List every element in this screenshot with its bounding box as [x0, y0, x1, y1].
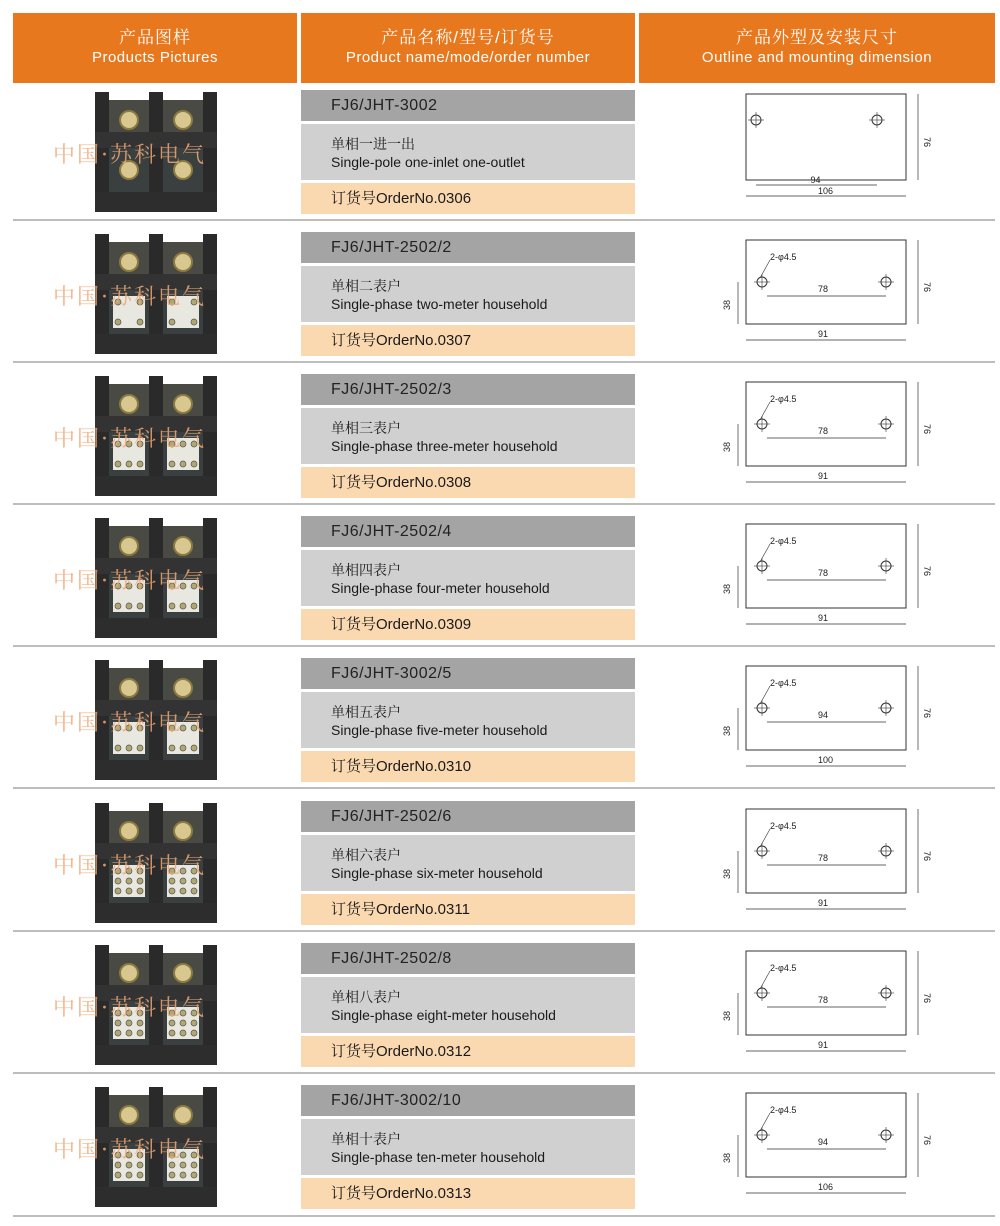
outline-dimension-drawing [703, 1083, 933, 1213]
order-number: 订货号OrderNo.0311 [301, 894, 635, 925]
order-number: 订货号OrderNo.0307 [301, 325, 635, 356]
product-description [301, 550, 635, 606]
product-name-cn: 单相二表户 [331, 278, 401, 294]
height-dimension-label: 76 [922, 424, 932, 435]
header-outline-dimension [639, 13, 995, 83]
width-dimension-label: 100 [818, 755, 834, 765]
product-description [301, 692, 635, 748]
width-dimension-label: 91 [818, 329, 829, 339]
model-number: FJ6/JHT-3002 [301, 90, 635, 121]
hole-spec-label: 2-φ4.5 [770, 252, 797, 262]
product-description [301, 835, 635, 891]
product-row [13, 797, 995, 939]
model-number: FJ6/JHT-2502/8 [301, 943, 635, 974]
product-row [13, 228, 995, 370]
product-name-en: Single-phase six-meter household [331, 865, 543, 881]
outline-dimension-drawing [703, 372, 933, 502]
offset-dimension-label: 38 [722, 868, 732, 879]
product-description [301, 266, 635, 322]
watermark-text: 中国·苏科电气 [53, 1138, 206, 1163]
height-dimension-label: 76 [922, 1135, 932, 1146]
watermark-text: 中国·苏科电气 [53, 996, 206, 1021]
row-divider [13, 361, 995, 363]
product-description [301, 408, 635, 464]
product-name-en: Single-pole one-inlet one-outlet [331, 154, 525, 170]
row-divider [13, 503, 995, 505]
product-name-cn: 单相三表户 [331, 420, 401, 436]
model-number: FJ6/JHT-2502/3 [301, 374, 635, 405]
product-description [301, 1119, 635, 1175]
product-row [13, 86, 995, 228]
header-col1-cn: 产品图样 [119, 28, 191, 47]
pitch-dimension-label: 78 [818, 995, 829, 1005]
pitch-dimension-label: 78 [818, 853, 829, 863]
product-name-cn: 单相十表户 [331, 1131, 401, 1147]
watermark-text: 中国·苏科电气 [53, 427, 206, 452]
model-number: FJ6/JHT-2502/4 [301, 516, 635, 547]
product-row [13, 370, 995, 512]
hole-spec-label: 2-φ4.5 [770, 536, 797, 546]
pitch-dimension-label: 78 [818, 426, 829, 436]
watermark-text: 中国·苏科电气 [53, 854, 206, 879]
hole-spec-label: 2-φ4.5 [770, 394, 797, 404]
outline-dimension [703, 372, 933, 502]
product-name-en: Single-phase eight-meter household [331, 1007, 556, 1023]
outline-dimension [703, 799, 933, 929]
width-dimension-label: 106 [818, 186, 834, 196]
product-name-cn: 单相四表户 [331, 562, 401, 578]
offset-dimension-label: 38 [722, 583, 732, 594]
product-name-en: Single-phase three-meter household [331, 438, 558, 454]
height-dimension-label: 76 [922, 137, 932, 148]
product-row [13, 1081, 995, 1223]
product-name-en: Single-phase five-meter household [331, 722, 548, 738]
product-row [13, 512, 995, 654]
height-dimension-label: 76 [922, 993, 932, 1004]
offset-dimension-label: 38 [722, 725, 732, 736]
width-dimension-label: 91 [818, 898, 829, 908]
offset-dimension-label: 38 [722, 1010, 732, 1021]
height-dimension-label: 76 [922, 566, 932, 577]
outline-dimension [703, 514, 933, 644]
product-row [13, 939, 995, 1081]
order-number: 订货号OrderNo.0313 [301, 1178, 635, 1209]
height-dimension-label: 76 [922, 708, 932, 719]
order-number: 订货号OrderNo.0312 [301, 1036, 635, 1067]
outline-dimension-drawing [703, 514, 933, 644]
product-name-en: Single-phase four-meter household [331, 580, 550, 596]
product-name-en: Single-phase two-meter household [331, 296, 548, 312]
offset-dimension-label: 38 [722, 1152, 732, 1163]
pitch-dimension-label: 78 [818, 284, 829, 294]
row-divider [13, 645, 995, 647]
pitch-dimension-label: 94 [810, 175, 821, 185]
hole-spec-label: 2-φ4.5 [770, 1105, 797, 1115]
model-number: FJ6/JHT-2502/2 [301, 232, 635, 263]
outline-dimension-drawing [703, 941, 933, 1071]
row-divider [13, 787, 995, 789]
header-col3-en: Outline and mounting dimension [701, 49, 933, 66]
header-product-name [301, 13, 635, 83]
outline-dimension [703, 88, 933, 218]
order-number: 订货号OrderNo.0308 [301, 467, 635, 498]
model-number: FJ6/JHT-2502/6 [301, 801, 635, 832]
model-number: FJ6/JHT-3002/5 [301, 658, 635, 689]
row-divider [13, 1072, 995, 1074]
product-name-cn: 单相六表户 [331, 847, 401, 863]
product-name-cn: 单相八表户 [331, 989, 401, 1005]
product-description [301, 977, 635, 1033]
pitch-dimension-label: 94 [818, 1137, 829, 1147]
width-dimension-label: 106 [818, 1182, 834, 1192]
pitch-dimension-label: 78 [818, 568, 829, 578]
order-number: 订货号OrderNo.0309 [301, 609, 635, 640]
header-products-pictures [13, 13, 297, 83]
hole-spec-label: 2-φ4.5 [770, 963, 797, 973]
header-col1-en: Products Pictures [91, 49, 219, 66]
watermark-text: 中国·苏科电气 [53, 143, 206, 168]
outline-dimension [703, 1083, 933, 1213]
width-dimension-label: 91 [818, 1040, 829, 1050]
height-dimension-label: 76 [922, 851, 932, 862]
row-divider [13, 219, 995, 221]
header-col2-cn: 产品名称/型号/订货号 [381, 28, 555, 47]
product-name-cn: 单相五表户 [331, 704, 401, 720]
outline-dimension [703, 230, 933, 360]
outline-dimension [703, 656, 933, 786]
product-name-cn: 单相一进一出 [331, 136, 415, 152]
outline-dimension-drawing [703, 799, 933, 929]
product-name-en: Single-phase ten-meter household [331, 1149, 546, 1165]
outline-dimension-drawing [703, 656, 933, 786]
model-number: FJ6/JHT-3002/10 [301, 1085, 635, 1116]
product-description [301, 124, 635, 180]
header-col2-en: Product name/mode/order number [345, 49, 591, 66]
outline-rect [746, 94, 906, 180]
hole-spec-label: 2-φ4.5 [770, 678, 797, 688]
watermark-text: 中国·苏科电气 [53, 711, 206, 736]
header-col3-cn: 产品外型及安装尺寸 [736, 28, 898, 47]
hole-spec-label: 2-φ4.5 [770, 821, 797, 831]
watermark-text: 中国·苏科电气 [53, 569, 206, 594]
pitch-dimension-label: 94 [818, 710, 829, 720]
outline-dimension-drawing [703, 88, 933, 218]
order-number: 订货号OrderNo.0306 [301, 183, 635, 214]
outline-dimension-drawing [703, 230, 933, 360]
width-dimension-label: 91 [818, 471, 829, 481]
row-divider [13, 1215, 995, 1217]
watermark-text: 中国·苏科电气 [53, 285, 206, 310]
order-number: 订货号OrderNo.0310 [301, 751, 635, 782]
width-dimension-label: 91 [818, 613, 829, 623]
height-dimension-label: 76 [922, 282, 932, 293]
row-divider [13, 930, 995, 932]
product-row [13, 654, 995, 796]
offset-dimension-label: 38 [722, 299, 732, 310]
outline-dimension [703, 941, 933, 1071]
offset-dimension-label: 38 [722, 441, 732, 452]
